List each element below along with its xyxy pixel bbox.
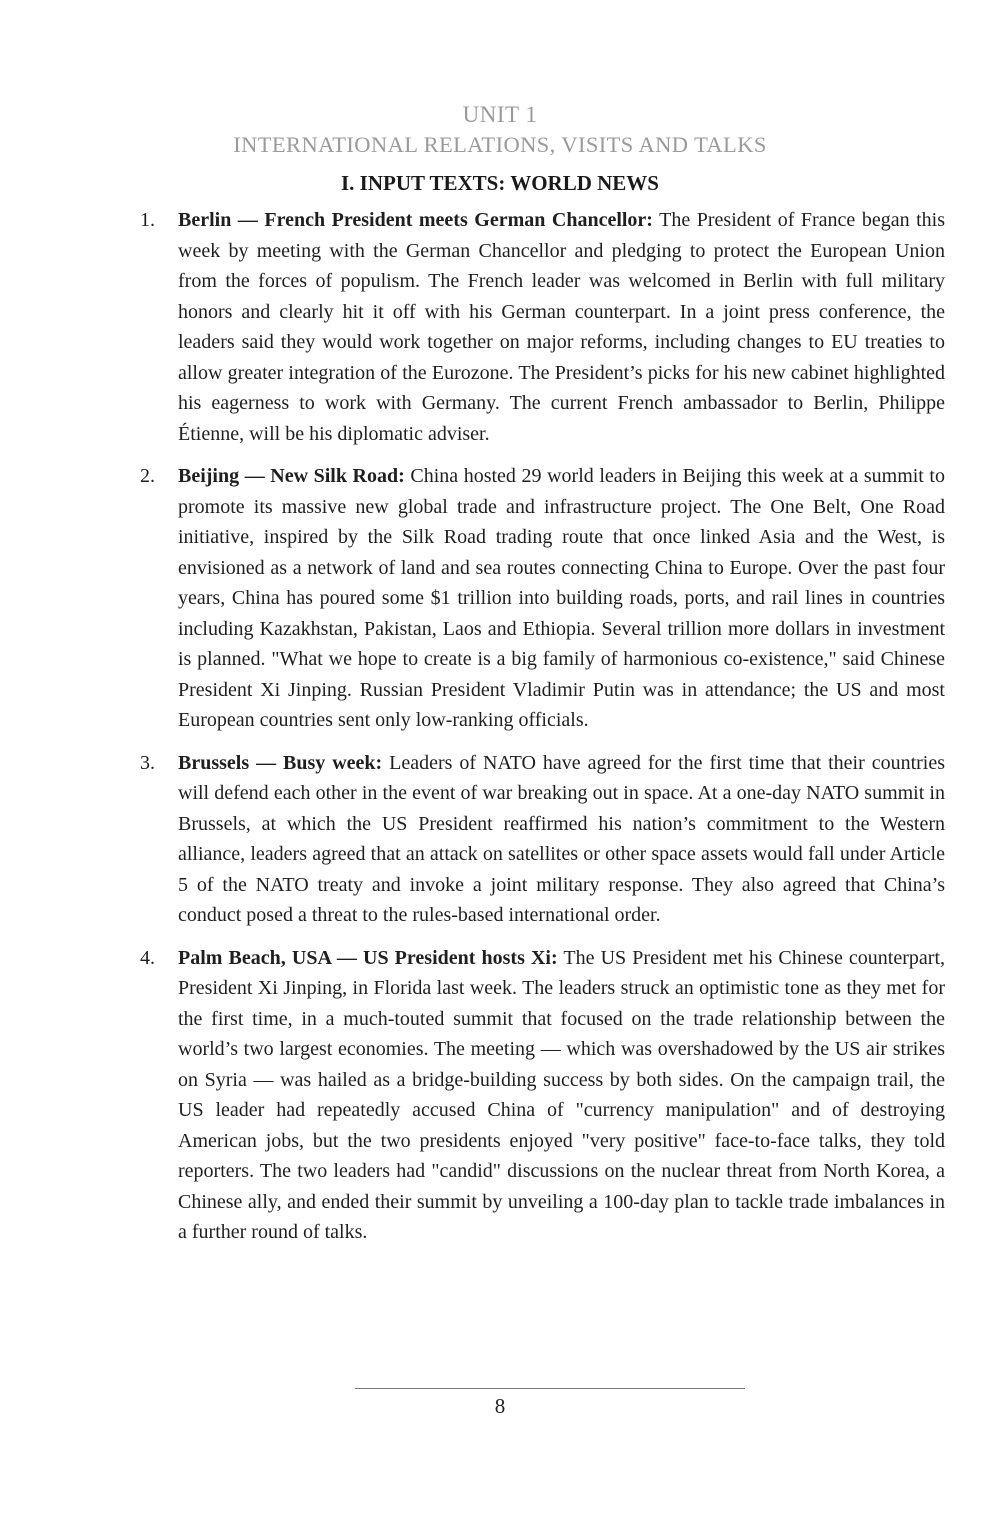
page-number: 8: [494, 1394, 506, 1418]
item-lead: Beijing — New Silk Road:: [178, 465, 405, 487]
footer-divider: [355, 1388, 745, 1389]
item-lead: Brussels — Busy week:: [178, 751, 383, 774]
item-text: The US President met his Chinese counterpart, President Xi Jinping, in Florida last week. The leaders struck an optimistic tone as they met for the first time, in a much-touted summit that focused on the trade relationship between the world’s two largest economies. The meeting — which was overshadowed by the US air strikes on Syria — was hailed as a bridge-building success by both sides. On the campaign trail, the US leader had repeatedly accused China of "currency manipulation" and of destroying American jobs, but the two presidents enjoyed "very positive" face-to-face talks, they told reporters. The two leaders had "candid" discussions on the nuclear threat from North Korea, a Chinese ally, and ended their summit by unveiling a 100-day plan to tackle trade imbalances in a further round of talks.: [178, 946, 945, 1243]
news-list: [140, 205, 945, 1260]
item-number: 2.: [140, 465, 155, 487]
item-text: China hosted 29 world leaders in Beijing this week at a summit to promote its massive new global trade and infrastructure project. The One Belt, One Road initiative, inspired by the Silk Road trading route that once linked Asia and the West, is envisioned as a network of land and sea routes connecting China to Europe. Over the past four years, China has poured some $1 trillion into building roads, ports, and rail lines in countries including Kazakhstan, Pakistan, Laos and Ethiopia. Several trillion more dollars in investment is planned. "What we hope to create is a big family of harmonious co-existence," said Chinese President Xi Jinping. Russian President Vladimir Putin was in attendance; the US and most European countries sent only low-ranking officials.: [178, 465, 945, 731]
item-lead: Palm Beach, USA — US President hosts Xi:: [178, 946, 558, 969]
item-number: 1.: [140, 209, 155, 231]
unit-subtitle: INTERNATIONAL RELATIONS, VISITS AND TALKS: [233, 132, 767, 157]
news-item-1: [140, 205, 945, 449]
news-item-4: [140, 943, 945, 1248]
news-item-3: [140, 748, 945, 931]
item-text: The President of France began this week by meeting with the German Chancellor and pledging to protect the European Union from the forces of populism. The French leader was welcomed in Berlin with full military honors and clearly hit it off with his German counterpart. In a joint press conference, the leaders said they would work together on major reforms, including changes to EU treaties to allow greater integration of the Eurozone. The President’s picks for his new cabinet highlighted his eagerness to work with Germany. The current French ambassador to Berlin, Philippe Étienne, will be his diplomatic adviser.: [178, 209, 946, 445]
item-number: 4.: [140, 946, 155, 969]
news-item-2: [140, 461, 945, 736]
unit-title: UNIT 1: [462, 102, 538, 127]
item-text: Leaders of NATO have agreed for the first time that their countries will defend each other in the event of war breaking out in space. At a one-day NATO summit in Brussels, at which the US President reaffirmed his nation’s commitment to the Western alliance, leaders agreed that an attack on satellites or other space assets would fall under Article 5 of the NATO treaty and invoke a joint military response. They also agreed that China’s conduct posed a threat to the rules-based international order.: [178, 751, 945, 926]
item-lead: Berlin — French President meets German Chancellor:: [178, 209, 653, 231]
section-heading: I. INPUT TEXTS: WORLD NEWS: [340, 171, 659, 195]
item-number: 3.: [140, 751, 155, 774]
